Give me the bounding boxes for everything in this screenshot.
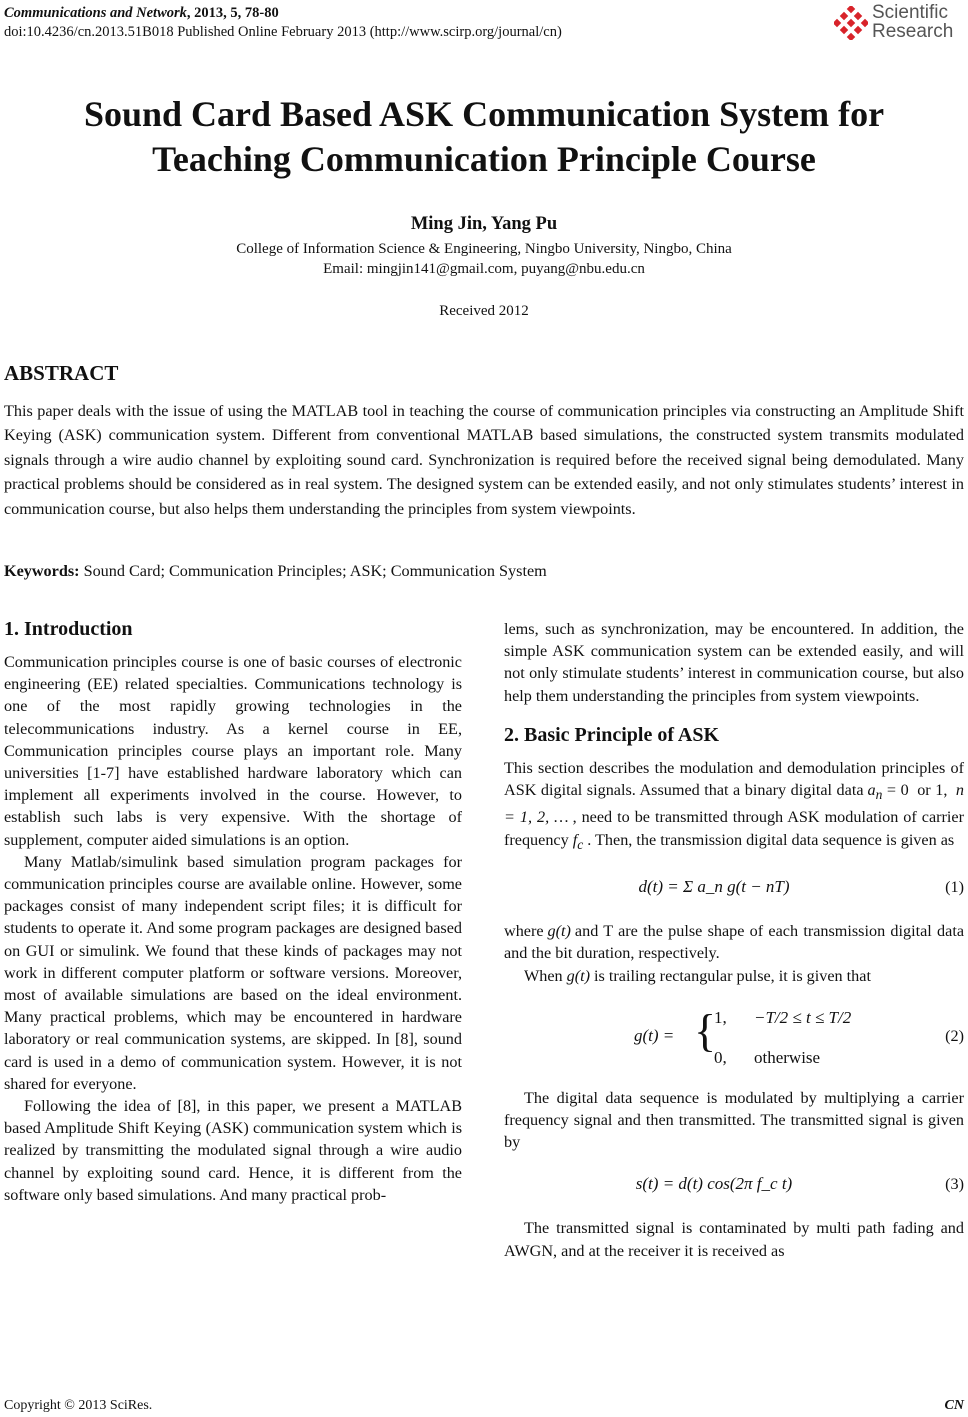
equation-3-number: (3): [945, 1175, 964, 1194]
paragraph: lems, such as synchronization, may be encountered. In addition, the simple ASK communication system can be extended easily, and will not only stimulate students’ interest in communication course, but also help them understanding the principles from system viewpoints.: [504, 620, 964, 705]
keywords-label: Keywords:: [4, 562, 80, 580]
paragraph: The digital data sequence is modulated by multiplying a carrier frequency signal and then transmitted. The transmitted signal is given by: [504, 1088, 964, 1152]
section-heading-introduction: 1. Introduction: [4, 618, 133, 640]
journal-abbreviation: CN: [944, 1398, 964, 1413]
equation-1: [504, 866, 964, 910]
right-column: [504, 618, 964, 1262]
doi-line: doi:10.4236/cn.2013.51B018 Published Online February 2013 (http://www.scirp.org/journal/cn): [4, 24, 562, 40]
paragraph: Communication principles course is one of basic courses of electronic engineering (EE) related specialties. Communications technology is one of the most rapidly growing technologies in the telecommunications industry. As a kernel course in EE, Communication principles course plays an important role. Many universities [1-7] have established hardware laboratory which can implement all experiments involved in the course. However, to establish such labs is very expensive. With the shortage of supplement, computer aided simulations is an option.: [4, 653, 462, 849]
copyright: Copyright © 2013 SciRes.: [4, 1398, 153, 1413]
affiliation: College of Information Science & Engineering, Ningbo University, Ningbo, China: [236, 241, 732, 257]
equation-2: [504, 997, 964, 1077]
paper-title: Sound Card Based ASK Communication System for Teaching Communication Principle Course: [83, 94, 885, 179]
equation-3-body: s(t) = d(t) cos(2π f_c t): [635, 1174, 793, 1194]
paragraph: The transmitted signal is contaminated by multi path fading and AWGN, and at the receiver it is received as: [504, 1219, 964, 1260]
keywords: [4, 560, 547, 582]
publisher-logo-text: Scientific Research: [872, 2, 954, 42]
abstract-text: This paper deals with the issue of using the MATLAB tool in teaching the course of communication principles via constructing an Amplitude Shift Keying (ASK) communication system. Different from conventional MATLAB based simulations, the constructed system transmits modulated signals through a wire audio channel by exploiting sound card. Synchronization is required before the received signal being demodulated. Many practical problems should be considered as in real system. The designed system can be extended easily, and not only stimulates students’ interest in communication course, but also helps them understanding the principles from system viewpoints.: [4, 402, 964, 518]
paragraph: When g(t) is trailing rectangular pulse, it is given that: [524, 966, 871, 985]
equation-1-body: d(t) = Σ a_n g(t − nT): [638, 877, 790, 897]
equation-2-condition-2: otherwise: [754, 1047, 821, 1067]
equation-3: [504, 1163, 964, 1207]
equation-1-number: (1): [945, 878, 964, 897]
publisher-logo-icon: [834, 6, 868, 40]
email: Email: mingjin141@gmail.com, puyang@nbu.edu.cn: [323, 261, 645, 277]
abstract-heading: ABSTRACT: [4, 361, 119, 385]
journal-name: Communications and Network: [4, 5, 187, 21]
paragraph: Many Matlab/simulink based simulation program packages for communication principles course are available online. However, some packages consist of many independent script files; it is difficult for students to operate it. And some program packages are designed based on GUI or simulink. We found that these kinds of packages may not work in different computer platform or software versions. Moreover, most of available simulations are based on the ideal environment. Many practical problems, which may be encountered in hardware laboratory or real communication systems, are skipped. In [8], sound card is used in a demo of communication system. However, it is not shared for everyone.: [4, 852, 462, 1093]
authors: Ming Jin, Yang Pu: [410, 214, 558, 234]
equation-2-number: (2): [945, 1026, 964, 1045]
received-date: Received 2012: [439, 303, 529, 319]
keywords-text: Sound Card; Communication Principles; ASK; Communication System: [79, 562, 547, 580]
equation-2-condition-1: −T/2 ≤ t ≤ T/2: [754, 1007, 852, 1027]
paragraph: where g(t) and T are the pulse shape of each transmission digital data and the bit duration, respectively.: [504, 922, 964, 963]
equation-2-lhs: g(t) =: [634, 1025, 675, 1045]
equation-2-brace: {: [694, 1004, 717, 1056]
paragraph: Following the idea of [8], in this paper, we present a MATLAB based Amplitude Shift Keying (ASK) communication system which is realized by transmitting the modulated signal through a wire audio channel by exploiting sound card. Hence, it is different from the software only based simulations. And many practical prob-: [4, 1097, 462, 1204]
publisher-logo: [834, 2, 964, 46]
left-column: [4, 615, 462, 1206]
journal-volume: , 2013, 5, 78-80: [186, 5, 279, 21]
equation-2-case-2: 0,: [714, 1047, 727, 1067]
journal-header: [4, 4, 279, 22]
paragraph: This section describes the modulation and demodulation principles of ASK digital signals. Assumed that a binary digital data $a_n = 0$ or 1, n = 1, 2, … , need to be transmitted through ASK modulation of carrier frequency $f_c$ . Then, the transmission digital data sequence is given as: [504, 758, 965, 852]
section-heading-basic-principle: 2. Basic Principle of ASK: [504, 723, 719, 746]
equation-2-case-1: 1,: [714, 1007, 727, 1027]
